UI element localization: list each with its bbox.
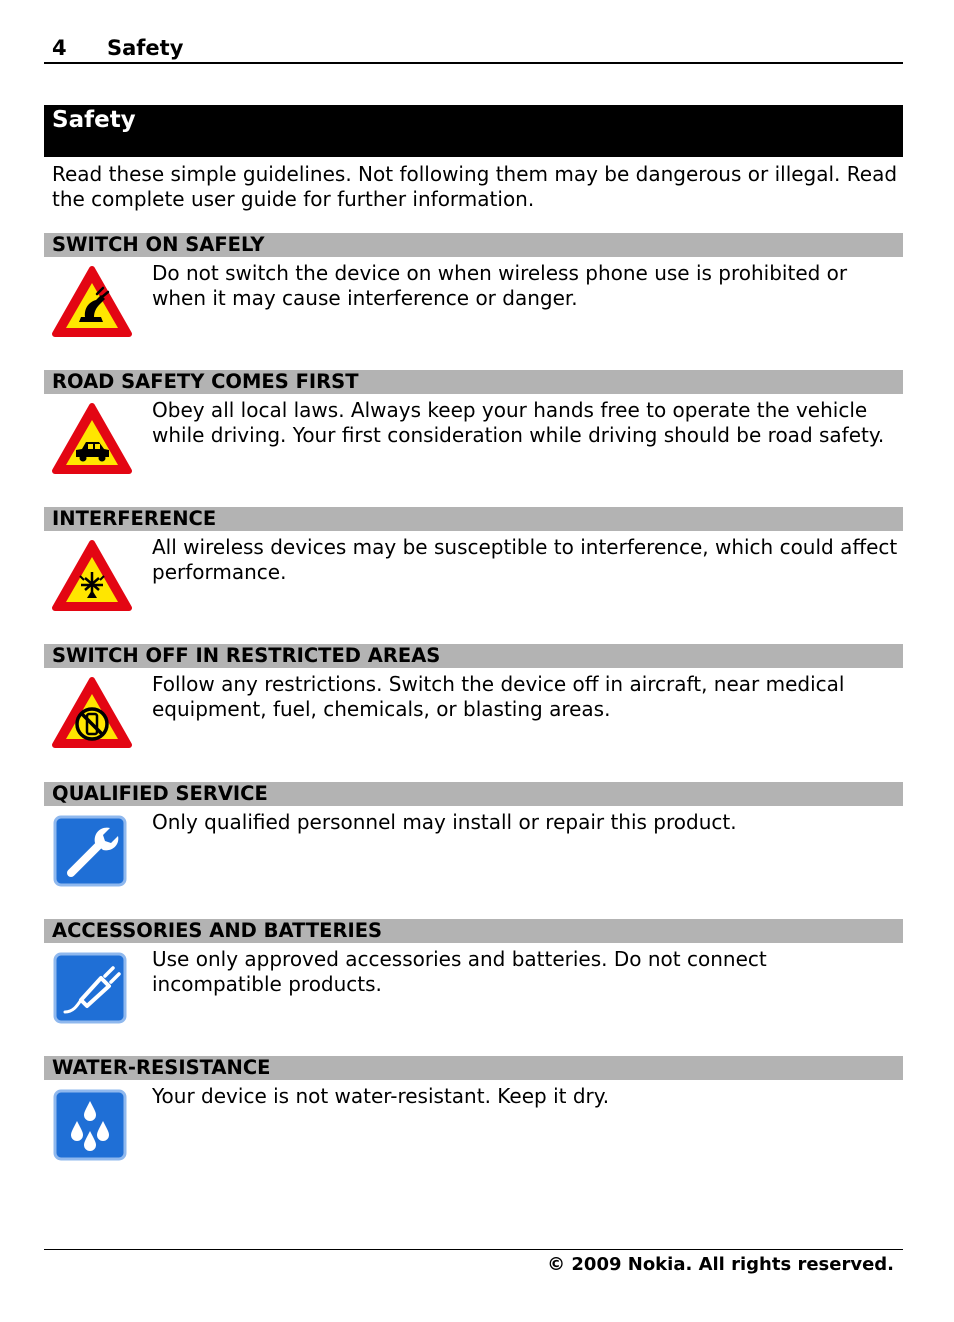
chapter-title: Safety <box>52 107 136 133</box>
section-heading: ACCESSORIES AND BATTERIES <box>44 919 903 943</box>
section-restricted-areas <box>44 644 903 721</box>
section-water-resistance <box>44 1056 903 1108</box>
copyright-footer: © 2009 Nokia. All rights reserved. <box>547 1254 894 1275</box>
interference-warning-icon <box>51 538 133 612</box>
section-text: All wireless devices may be susceptible to interference, which could affect performance. <box>152 535 898 584</box>
section-interference <box>44 507 903 584</box>
section-text: Obey all local laws. Always keep your hands free to operate the vehicle while driving. Your first consideration while driving should be road safety. <box>152 398 885 447</box>
section-switch-on-safely <box>44 233 903 310</box>
section-heading: INTERFERENCE <box>44 507 903 531</box>
section-heading: QUALIFIED SERVICE <box>44 782 903 806</box>
section-heading: SWITCH OFF IN RESTRICTED AREAS <box>44 644 903 668</box>
section-text: Use only approved accessories and batteries. Do not connect incompatible products. <box>152 947 767 996</box>
water-drops-icon <box>51 1087 133 1161</box>
no-phone-warning-icon <box>51 675 133 749</box>
running-header <box>44 34 903 64</box>
wrench-icon <box>51 813 133 887</box>
section-heading: SWITCH ON SAFELY <box>44 233 903 257</box>
section-heading: ROAD SAFETY COMES FIRST <box>44 370 903 394</box>
section-text: Your device is not water-resistant. Keep it dry. <box>152 1084 610 1108</box>
section-text: Follow any restrictions. Switch the device off in aircraft, near medical equipment, fuel, chemicals, or blasting areas. <box>152 672 845 721</box>
footer-rule <box>44 1249 903 1250</box>
section-text: Only qualified personnel may install or repair this product. <box>152 810 737 834</box>
car-warning-icon <box>51 401 133 475</box>
chapter-title-bar <box>44 105 903 157</box>
running-title: Safety <box>107 36 184 60</box>
plug-icon <box>51 950 133 1024</box>
page-number: 4 <box>52 36 67 60</box>
section-text: Do not switch the device on when wireless phone use is prohibited or when it may cause interference or danger. <box>152 261 848 310</box>
switch-on-warning-icon <box>51 264 133 338</box>
section-qualified-service <box>44 782 903 834</box>
section-road-safety <box>44 370 903 447</box>
section-accessories-batteries <box>44 919 903 996</box>
section-heading: WATER-RESISTANCE <box>44 1056 903 1080</box>
chapter-intro: Read these simple guidelines. Not following them may be dangerous or illegal. Read the complete user guide for further information. <box>52 162 898 211</box>
